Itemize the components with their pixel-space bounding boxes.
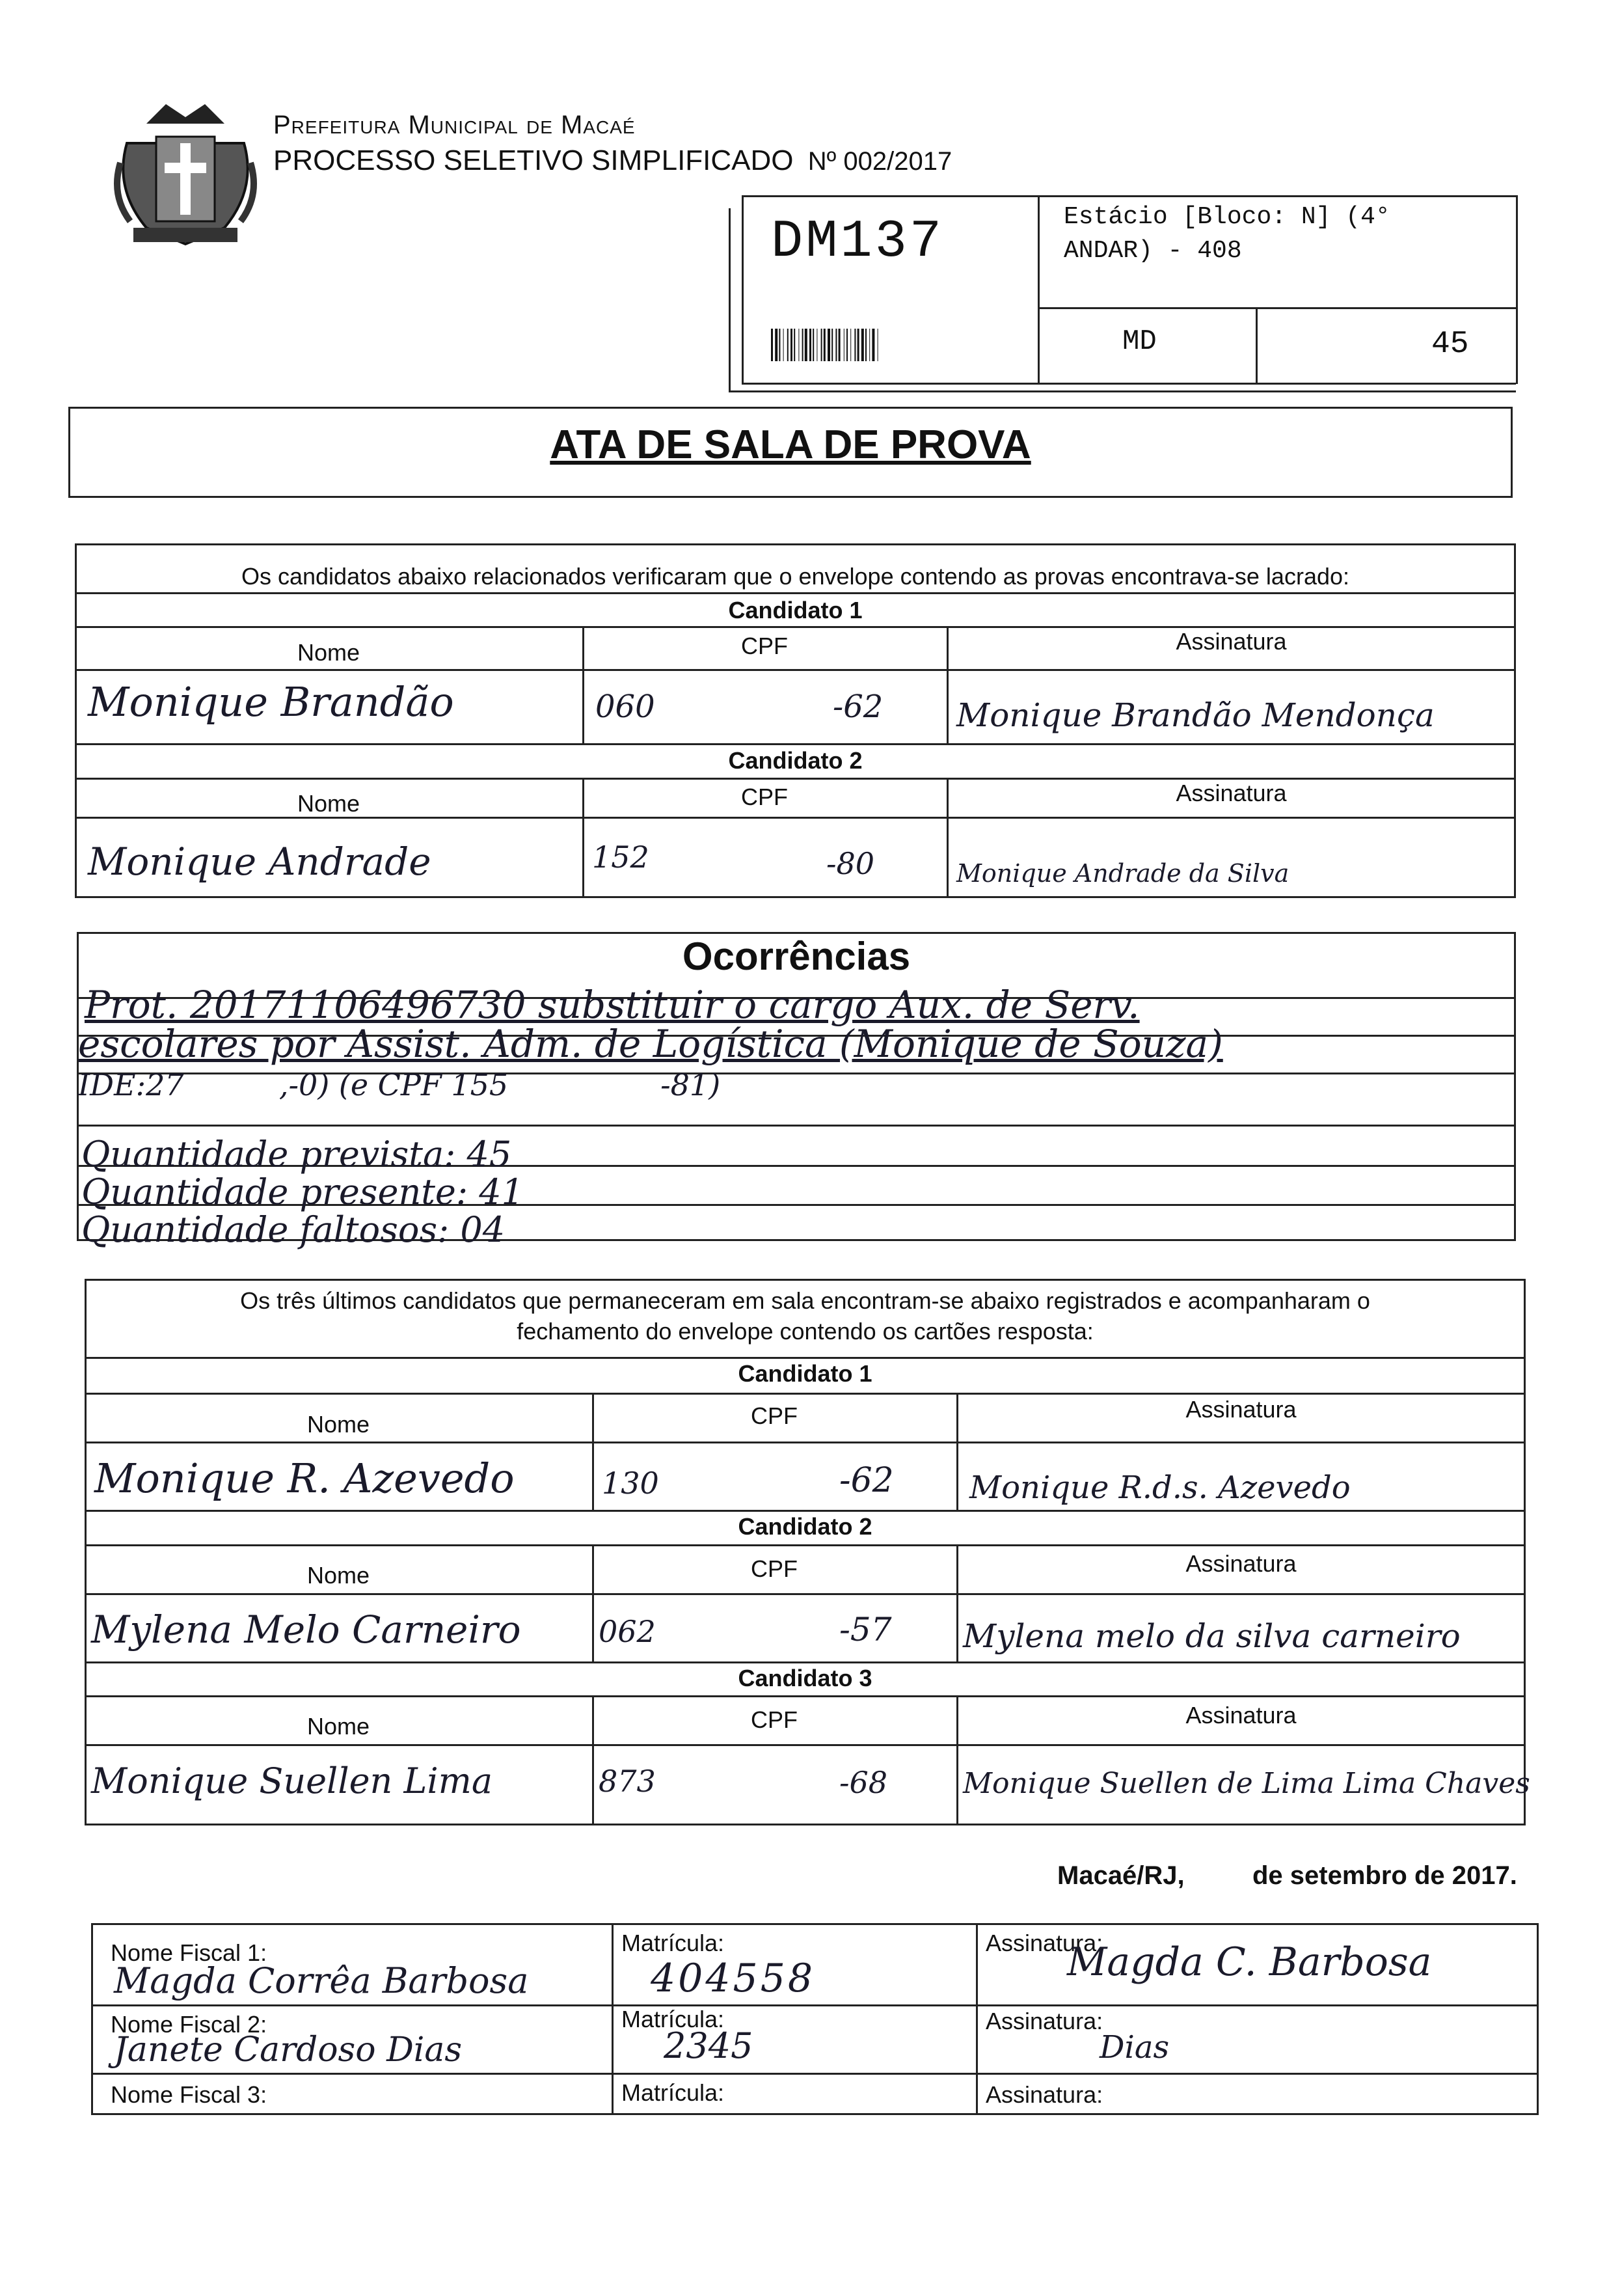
barcode-bar (846, 329, 848, 361)
s2-cand3-name: Monique Suellen Lima (91, 1760, 493, 1801)
ocorrencia-line-6: Quantidade faltosos: 04 (81, 1209, 506, 1250)
barcode-bar (869, 329, 870, 361)
barcode-bar (858, 329, 859, 361)
fiscal3-sign-label: Assinatura: (986, 2081, 1103, 2108)
s2-cand2-cpf-end: -57 (839, 1611, 892, 1648)
room-count: 45 (1431, 327, 1469, 362)
ocorrencia-line-2: escolares por Assist. Adm. de Logística (Monique de Souza) (78, 1022, 1223, 1066)
program-number: Nº 002/2017 (807, 147, 952, 176)
s1-col-sign: Assinatura (1176, 628, 1287, 655)
s1-cand1-cpf-start: 060 (595, 689, 655, 725)
s1-cand1-signature: Monique Brandão Mendonça (956, 696, 1435, 734)
fiscal2-matricula: 2345 (664, 2025, 753, 2066)
barcode-bar (872, 329, 874, 361)
room-location: Estácio [Bloco: N] (4° ANDAR) - 408 (1064, 203, 1390, 265)
s2-col-sign-2: Assinatura (1185, 1550, 1297, 1577)
header-line1: Prefeitura Municipal de Macaé (273, 111, 636, 139)
fiscal3-label: Nome Fiscal 3: (111, 2081, 267, 2108)
ocorrencia-line-4: Quantidade prevista: 45 (81, 1134, 512, 1175)
s2-cand3-label: Candidato 3 (738, 1665, 872, 1691)
s2-col-cpf-2: CPF (751, 1555, 798, 1582)
header-line2 (273, 144, 952, 177)
barcode-bar (824, 329, 826, 361)
s2-cand3-signature: Monique Suellen de Lima Lima Chaves (963, 1767, 1530, 1800)
fiscal1-sign-label: Assinatura: (986, 1930, 1103, 1956)
barcode-bar (831, 329, 833, 361)
fiscal1-mat-label: Matrícula: (621, 1930, 725, 1956)
section2-intro-1: Os três últimos candidatos que permaneceram em sala encontram-se abaixo registrados e acompanharam o (240, 1287, 1370, 1314)
s1-col-name-2: Nome (297, 790, 360, 817)
s1-col-cpf: CPF (741, 633, 788, 659)
s2-cand2-label: Candidato 2 (738, 1513, 872, 1540)
page-title: ATA DE SALA DE PROVA (550, 422, 1031, 467)
barcode-bar (828, 329, 830, 361)
s2-cand1-cpf-start: 130 (602, 1466, 659, 1501)
barcode-bar (809, 329, 811, 361)
s2-col-name-3: Nome (306, 1713, 370, 1740)
s2-cand3-cpf-start: 873 (599, 1764, 656, 1799)
ocorrencia-line-5: Quantidade presente: 41 (81, 1171, 524, 1212)
s1-cand2-cpf-start: 152 (592, 840, 649, 875)
s2-cand2-cpf-start: 062 (599, 1614, 656, 1649)
s2-col-cpf: CPF (751, 1402, 798, 1429)
s2-col-sign-3: Assinatura (1185, 1702, 1297, 1729)
barcode-bar (813, 329, 814, 361)
room-type: MD (1122, 325, 1157, 358)
s1-cand2-signature: Monique Andrade da Silva (956, 859, 1290, 888)
s1-col-name: Nome (297, 639, 360, 666)
ocorrencias-title: Ocorrências (682, 935, 911, 978)
barcode-bar (783, 329, 784, 361)
s2-cand1-label: Candidato 1 (738, 1360, 872, 1387)
s2-cand2-name: Mylena Melo Carneiro (91, 1607, 521, 1652)
s1-cand1-name: Monique Brandão (88, 678, 454, 726)
fiscal3-mat-label: Matrícula: (621, 2079, 725, 2106)
s1-cand1-label: Candidato 1 (728, 597, 863, 623)
fiscal2-name: Janete Cardoso Dias (114, 2030, 463, 2070)
s1-col-cpf-2: CPF (741, 784, 788, 810)
barcode-bar (805, 329, 807, 361)
date-place: Macaé/RJ, (1057, 1861, 1185, 1890)
barcode-bar (861, 329, 864, 361)
s2-col-name-2: Nome (306, 1562, 370, 1589)
s2-col-name: Nome (306, 1411, 370, 1438)
ocorrencia-line-1: Prot. 20171106496730 substituir o cargo Aux. de Serv. (85, 983, 1140, 1027)
barcode-bar (779, 329, 780, 361)
fiscal2-label: Nome Fiscal 2: (111, 2011, 267, 2038)
fiscal1-matricula: 404558 (651, 1956, 816, 2001)
fiscal2-signature: Dias (1100, 2029, 1170, 2066)
s1-col-sign-2: Assinatura (1176, 780, 1287, 806)
barcode-bar (850, 329, 851, 361)
s2-col-sign: Assinatura (1185, 1396, 1297, 1423)
s1-cand2-label: Candidato 2 (728, 747, 863, 774)
barcode-bar (787, 329, 789, 361)
s1-cand2-cpf-end: -80 (826, 846, 875, 881)
barcode-bar (854, 329, 856, 361)
fiscal1-label: Nome Fiscal 1: (111, 1939, 267, 1966)
section1-intro: Os candidatos abaixo relacionados verificaram que o envelope contendo as provas encontrava-se lacrado: (241, 563, 1350, 590)
s2-cand3-cpf-end: -68 (839, 1765, 888, 1800)
barcode-bar (775, 329, 777, 361)
barcode-bar (802, 329, 804, 361)
s2-cand1-name: Monique R. Azevedo (94, 1455, 515, 1502)
fiscal2-mat-label: Matrícula: (621, 2006, 725, 2032)
s1-cand2-name: Monique Andrade (88, 840, 431, 884)
s2-cand2-signature: Mylena melo da silva carneiro (963, 1617, 1461, 1655)
barcode-bar (821, 329, 822, 361)
barcode-bar (794, 329, 795, 361)
fiscal1-signature: Magda C. Barbosa (1067, 1939, 1432, 1985)
s1-cand1-cpf-end: -62 (833, 689, 884, 725)
program-name: PROCESSO SELETIVO SIMPLIFICADO (273, 144, 794, 176)
s2-cand1-signature: Monique R.d.s. Azevedo (969, 1469, 1351, 1506)
ocorrencia-line-3: IDE:27 ,-0) (e CPF 155 -81) (78, 1067, 721, 1102)
barcode-bar (771, 329, 773, 361)
barcode (771, 329, 960, 361)
s2-col-cpf-3: CPF (751, 1706, 798, 1733)
barcode-bar (835, 329, 837, 361)
room-code: DM137 (771, 212, 945, 272)
barcode-bar (839, 329, 841, 361)
barcode-bar (865, 329, 867, 361)
s2-cand1-cpf-end: -62 (839, 1461, 894, 1500)
date-rest: de setembro de 2017. (1252, 1861, 1517, 1890)
fiscal2-sign-label: Assinatura: (986, 2008, 1103, 2034)
fiscal1-name: Magda Corrêa Barbosa (114, 1960, 529, 2001)
barcode-bar (790, 329, 792, 361)
section2-intro-2: fechamento do envelope contendo os cartões resposta: (517, 1318, 1094, 1345)
coat-of-arms-icon (107, 98, 263, 247)
barcode-bar (798, 329, 799, 361)
